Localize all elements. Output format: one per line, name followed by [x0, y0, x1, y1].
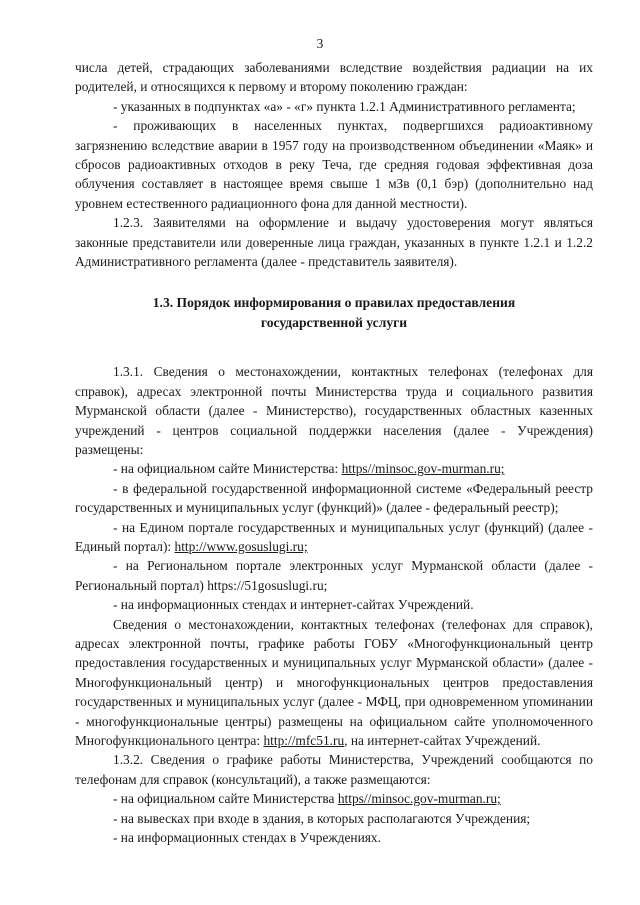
url-link[interactable]: https//minsoc.gov-murman.ru;	[337, 791, 501, 807]
paragraph-text: 1.3.1. Сведения о местонахождении, контактных телефонах (телефонах для справок), адресах электронной почты Министерства труда и социального развития Мурманской области (далее - Министерство), государственных областных казенных учреждений - центров социальной поддержки населения (далее - Учреждения) размещены:	[75, 364, 593, 457]
paragraph-text: - на официальном сайте Министерства	[113, 791, 338, 807]
section-before-heading	[75, 58, 593, 271]
paragraph	[75, 362, 593, 459]
paragraph-text: - на информационных стендах и интернет-сайтах Учреждений.	[113, 597, 474, 613]
paragraph-text: - на Региональном портале электронных услуг Мурманской области (далее - Региональный портал) https://51gosuslugi.ru;	[75, 558, 593, 593]
page-number: 3	[316, 36, 324, 51]
paragraph-text: - на официальном сайте Министерства:	[113, 461, 342, 477]
paragraph-text: , на интернет-сайтах Учреждений.	[344, 733, 541, 748]
paragraph	[75, 518, 593, 557]
paragraph-text: Сведения о местонахождении, контактных телефонах (телефонах для справок), адресах электронной почты, графике работы ГОБУ «Многофункциональный центр предоставления государственных и муниципальных услуг Мурманской области» (далее - Многофункциональный центр) и многофункциональных центров предоставления государственных и муниципальных услуг (далее - МФЦ, при одновременном упоминании - многофункциональные центры) размещены на официальном сайте уполномоченного Многофункционального центра:	[75, 616, 593, 748]
paragraph	[75, 556, 593, 595]
url-link[interactable]: http://www.gosuslugi.ru;	[174, 538, 308, 554]
paragraph-text: - в федеральной государственной информационной системе «Федеральный реестр государственных и муниципальных услуг (функций)» (далее - федеральный реестр);	[75, 480, 593, 516]
paragraph	[75, 459, 593, 478]
paragraph	[75, 789, 593, 808]
paragraph	[75, 595, 593, 614]
paragraph: числа детей, страдающих заболеваниями вследствие воздействия радиации на их родителей, и относящихся к первому и второму поколению граждан:	[75, 60, 593, 95]
paragraph: 1.2.3. Заявителями на оформление и выдачу удостоверения могут являться законные представители или доверенные лица граждан, указанных в пункте 1.2.1 и 1.2.2 Административного регламента (далее - представитель заявителя).	[75, 215, 593, 270]
url-link[interactable]: http://mfc51.ru	[263, 733, 345, 748]
paragraph: - указанных в подпунктах «а» - «г» пункта 1.2.1 Административного регламента;	[113, 98, 576, 114]
paragraph: - проживающих в населенных пунктах, подвергшихся радиоактивному загрязнению вследствие аварии в 1957 году на производственном объединении «Маяк» и сбросов радиоактивных отходов в реку Теча, где средняя годовая эффективная доза облучения составляет в настоящее время свыше 1 мЗв (0,1 бэр) (дополнительно над уровнем естественного радиационного фона для данной местности).	[75, 118, 593, 211]
paragraph-text: - на Едином портале государственных и муниципальных услуг (функций) (далее - Единый портал):	[75, 519, 593, 554]
paragraph-text: - на вывесках при входе в здания, в которых располагаются Учреждения;	[113, 810, 531, 826]
paragraph-text: - на информационных стендах в Учреждениях.	[113, 830, 381, 846]
paragraph	[75, 615, 593, 751]
paragraph-text: 1.3.2. Сведения о графике работы Министерства, Учреждений сообщаются по телефонам для справок (консультаций), а также размещаются:	[75, 752, 593, 787]
section-heading: 1.3. Порядок информирования о правилах предоставления государственной услуги	[152, 295, 516, 330]
paragraph	[75, 828, 593, 847]
url-link[interactable]: https//minsoc.gov-murman.ru;	[341, 461, 505, 477]
paragraph	[75, 479, 593, 518]
paragraph	[75, 809, 593, 828]
document-body	[75, 58, 593, 847]
paragraph	[75, 750, 593, 789]
section-1-3-body	[75, 362, 593, 847]
